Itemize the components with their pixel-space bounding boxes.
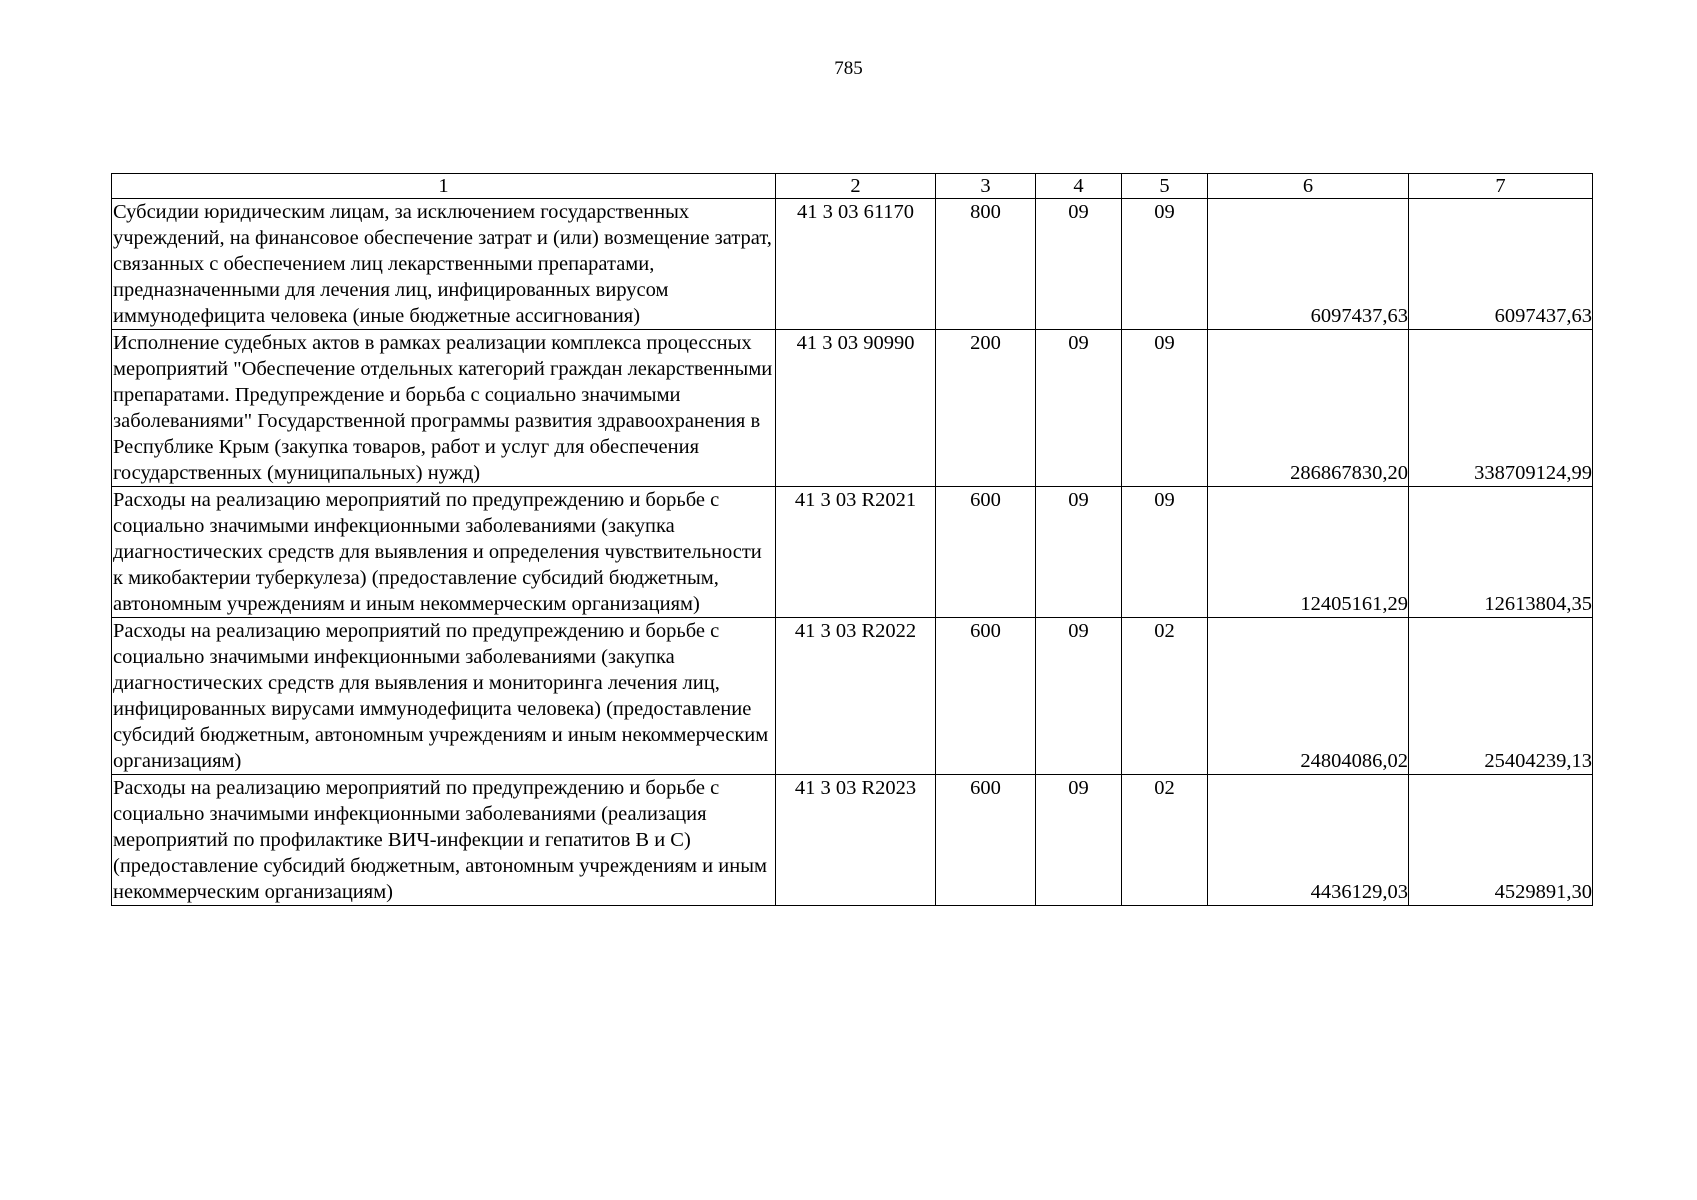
row-target-code: 41 3 03 61170 [776,199,936,330]
table-row [112,775,1593,906]
row-target-code: 41 3 03 90990 [776,330,936,487]
row-section: 09 [1036,199,1122,330]
row-section: 09 [1036,618,1122,775]
row-description: Расходы на реализацию мероприятий по предупреждению и борьбе с социально значимыми инфекционными заболеваниями (реализация мероприятий по профилактике ВИЧ-инфекции и гепатитов В и С) (предоставление субсидий бюджетным, автономным учреждениям и иным некоммерческим организациям) [112,775,776,906]
column-header: 1 [112,174,776,199]
row-description: Расходы на реализацию мероприятий по предупреждению и борьбе с социально значимыми инфекционными заболеваниями (закупка диагностических средств для выявления и определения чувствительности к микобактерии туберкулеза) (предоставление субсидий бюджетным, автономным учреждениям и иным некоммерческим организациям) [112,487,776,618]
row-amount-col6: 12405161,29 [1208,487,1409,618]
budget-table [111,173,1593,906]
column-header: 4 [1036,174,1122,199]
row-amount-col7: 6097437,63 [1409,199,1593,330]
row-target-code: 41 3 03 R2021 [776,487,936,618]
row-target-code: 41 3 03 R2023 [776,775,936,906]
row-amount-col6: 286867830,20 [1208,330,1409,487]
row-expense-type: 800 [936,199,1036,330]
table-header-row [112,174,1593,199]
column-header: 5 [1122,174,1208,199]
column-header: 7 [1409,174,1593,199]
row-section: 09 [1036,775,1122,906]
row-subsection: 02 [1122,618,1208,775]
row-subsection: 09 [1122,199,1208,330]
row-amount-col6: 24804086,02 [1208,618,1409,775]
page-number: 785 [834,58,863,79]
row-amount-col7: 12613804,35 [1409,487,1593,618]
row-amount-col6: 6097437,63 [1208,199,1409,330]
column-header: 2 [776,174,936,199]
table-row [112,618,1593,775]
row-description: Субсидии юридическим лицам, за исключением государственных учреждений, на финансовое обеспечение затрат и (или) возмещение затрат, связанных с обеспечением лиц лекарственными препаратами, предназначенными для лечения лиц, инфицированных вирусом иммунодефицита человека (иные бюджетные ассигнования) [112,199,776,330]
row-amount-col7: 338709124,99 [1409,330,1593,487]
row-section: 09 [1036,330,1122,487]
row-target-code: 41 3 03 R2022 [776,618,936,775]
table-row [112,199,1593,330]
row-expense-type: 600 [936,775,1036,906]
row-expense-type: 600 [936,487,1036,618]
row-amount-col6: 4436129,03 [1208,775,1409,906]
row-expense-type: 600 [936,618,1036,775]
table-row [112,330,1593,487]
row-subsection: 09 [1122,330,1208,487]
row-subsection: 09 [1122,487,1208,618]
column-header: 6 [1208,174,1409,199]
row-section: 09 [1036,487,1122,618]
table-row [112,487,1593,618]
column-header: 3 [936,174,1036,199]
row-subsection: 02 [1122,775,1208,906]
row-amount-col7: 25404239,13 [1409,618,1593,775]
row-expense-type: 200 [936,330,1036,487]
row-amount-col7: 4529891,30 [1409,775,1593,906]
row-description: Расходы на реализацию мероприятий по предупреждению и борьбе с социально значимыми инфекционными заболеваниями (закупка диагностических средств для выявления и мониторинга лечения лиц, инфицированных вирусами иммунодефицита человека) (предоставление субсидий бюджетным, автономным учреждениям и иным некоммерческим организациям) [112,618,776,775]
row-description: Исполнение судебных актов в рамках реализации комплекса процессных мероприятий "Обеспечение отдельных категорий граждан лекарственными препаратами. Предупреждение и борьба с социально значимыми заболеваниями" Государственной программы развития здравоохранения в Республике Крым (закупка товаров, работ и услуг для обеспечения государственных (муниципальных) нужд) [112,330,776,487]
